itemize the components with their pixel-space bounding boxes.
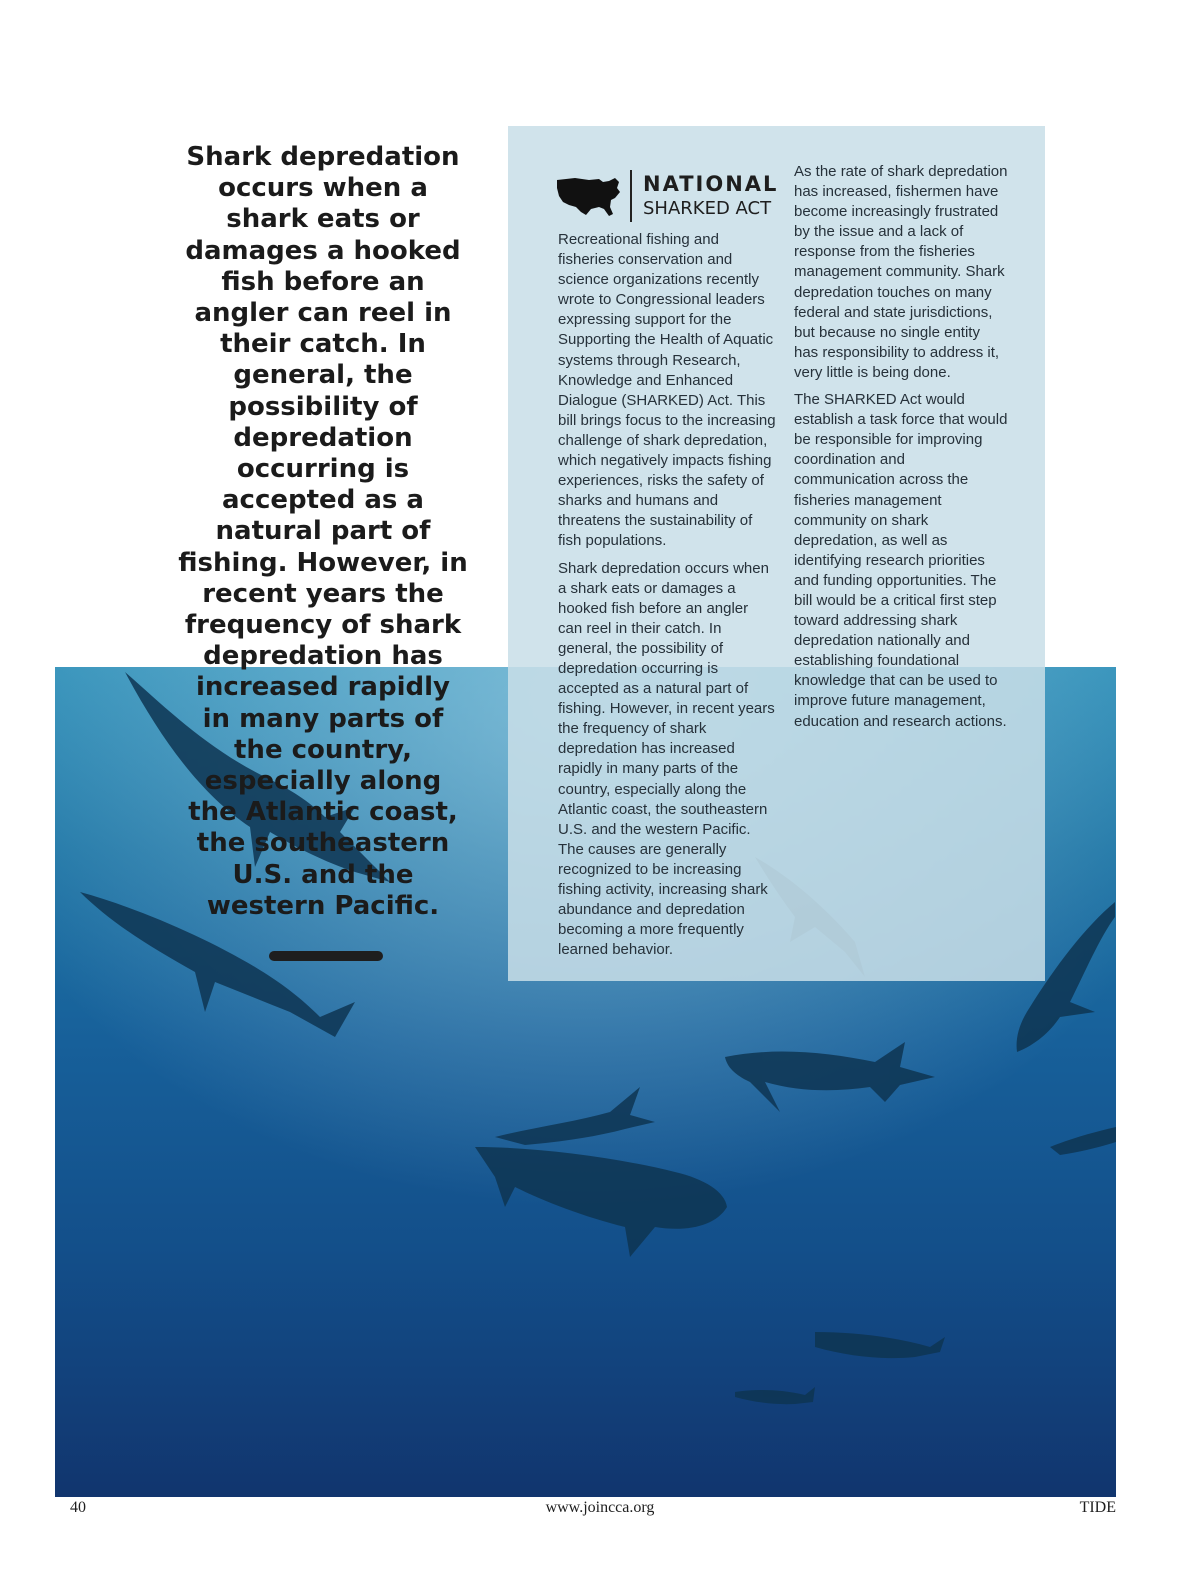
logo-title: NATIONAL	[643, 172, 779, 196]
logo-subtitle: SHARKED ACT	[643, 198, 772, 219]
sidebar-column-left	[558, 230, 776, 967]
sharked-act-logo	[555, 168, 779, 224]
sidebar-column-right	[794, 162, 1008, 739]
usa-map-icon	[555, 174, 623, 218]
pull-quote: Shark depredation occurs when a shark eats or damages a hooked fish before an angler can reel in their catch. In general, the possibility of depredation occurring is accepted as a natural part of fishing. However, in recent years the frequency of shark depredation has increased rapidly in many parts of the country, especially along the Atlantic coast, the southeastern U.S. and the western Pacific.	[178, 142, 468, 921]
pull-quote-divider	[269, 951, 383, 961]
sidebar-paragraph: Recreational fishing and fisheries conservation and science organizations recently wrote to Congressional leaders expressing support for the Supporting the Health of Aquatic systems through Research, Knowledge and Enhanced Dialogue (SHARKED) Act. This bill brings focus to the increasing challenge of shark depredation, which negatively impacts fishing experiences, risks the safety of sharks and humans and threatens the sustainability of fish populations.	[558, 231, 776, 550]
sidebar-paragraph: The SHARKED Act would establish a task force that would be responsible for improving coordination and communication across the fisheries management community on shark depredation, as well as identifying research priorities and funding opportunities. The bill would be a critical first step toward addressing shark depredation nationally and establishing foundational knowledge that can be used to improve future management, education and research actions.	[794, 391, 1008, 730]
logo-divider	[630, 170, 632, 222]
magazine-name: TIDE	[1079, 1499, 1116, 1516]
sidebar-paragraph: As the rate of shark depredation has increased, fishermen have become increasingly frustrated by the issue and a lack of response from the fisheries management community. Shark depredation touches on many federal and state jurisdictions, but because no single entity has responsibility to address it, very little is being done.	[794, 163, 1008, 381]
page-number: 40	[70, 1499, 86, 1516]
sidebar-paragraph: Shark depredation occurs when a shark eats or damages a hooked fish before an angler can reel in their catch. In general, the possibility of depredation occurring is accepted as a natural part of fishing. However, in recent years the frequency of shark depredation has increased rapidly in many parts of the country, especially along the Atlantic coast, the southeastern U.S. and the western Pacific. The causes are generally recognized to be increasing fishing activity, increasing shark abundance and depredation becoming a more frequently learned behavior.	[558, 559, 775, 959]
footer-url: www.joincca.org	[545, 1499, 655, 1516]
